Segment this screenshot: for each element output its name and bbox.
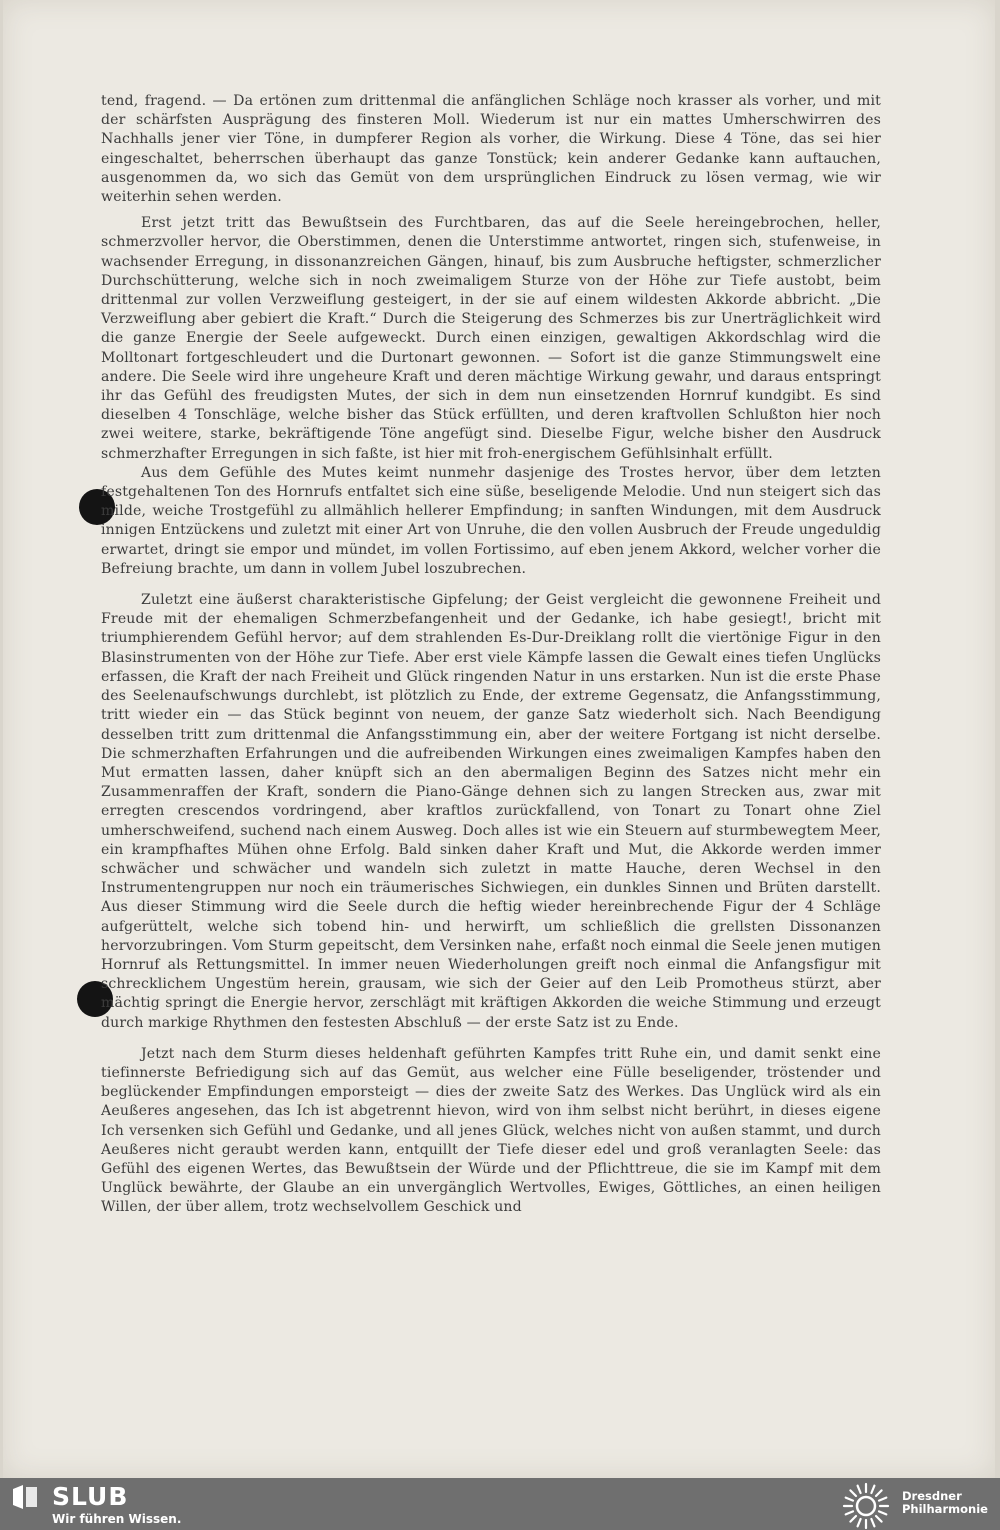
partner-name-line1: Dresdner [902,1489,962,1503]
library-name: SLUB [52,1482,129,1511]
paragraph-3: Aus dem Gefühle des Mutes keimt nunmehr dasjenige des Trostes hervor, über dem letzten festgehaltenen Ton des Hornrufs entfaltet sich eine süße, beseligende Melodie. Und nun steigert sich das milde, weiche Trostgefühl zu allmählich hellerer Empfindung; in sanften Windungen, mit dem Ausdruck innigen Entzückens und zuletzt mit einer Art von Unruhe, die den vollen Ausbruch der Freude ungeduldig erwartet, dringt sie empor und mündet, im vollen Fortissimo, auf eben jenem Akkord, welcher vorher die Befreiung brachte, um dann in vollem Jubel loszubrechen. [101,464,881,577]
footer-bar [0,1478,1000,1530]
partner-name [902,1490,988,1516]
paragraph-2: Erst jetzt tritt das Bewußtsein des Furchtbaren, das auf die Seele hereingebrochen, heller, schmerzvoller hervor, die Oberstimmen, denen die Unterstimme antwortet, ringen sich, stufenweise, in wachsender Erregung, in dissonanzreichen Gängen, hinauf, bis zum Ausbruche heftigster, schmerzlicher Durchschütterung, welche sich in noch zweimaligem Sturze von der Höhe zur Tiefe austobt, beim drittenmal zur vollen Verzweiflung gesteigert, in der sie auf einem wildesten Akkorde abbricht. „Die Verzweiflung aber gebiert die Kraft.“ Durch die Steigerung des Schmerzes bis zur Unerträglichkeit wird die ganze Energie der Seele aufgeweckt. Durch einen einzigen, gewaltigen Akkordschlag wird die Molltonart fortgeschleudert und die Durtonart gewonnen. — Sofort ist die ganze Stimmungswelt eine andere. Die Seele wird ihre ungeheure Kraft und deren mächtige Wirkung gewahr, und daraus entspringt ihr das Gefühl des freudigsten Mutes, der sich in dem nun einsetzenden Hornruf kundgibt. Es sind dieselben 4 Tonschläge, welche bisher das Stück erfüllten, und deren kraftvollen Schlußton hier noch zwei weitere, starke, bekräftigende Töne angefügt sind. Dieselbe Figur, welche bisher den Ausdruck schmerzhafter Erregungen in sich faßte, ist hier mit froh-energischem Gefühlsinhalt erfüllt. [101,215,881,462]
philharmonie-logo-icon [842,1482,890,1530]
partner-name-line2: Philharmonie [902,1502,988,1516]
scanned-page [3,0,995,1478]
library-tagline: Wir führen Wissen. [52,1512,182,1526]
paragraph-5: Jetzt nach dem Sturm dieses heldenhaft geführten Kampfes tritt Ruhe ein, und damit senkt eine tiefinnerste Befriedigung sich auf das Gemüt, aus welcher eine Fülle beseligender, tröstender und beglückender Empfindungen emporsteigt — dies der zweite Satz des Werkes. Das Unglück wird als ein Aeußeres angesehen, das Ich ist abgetrennt hievon, wird von ihm selbst nicht berührt, in dieses eigene Ich versenken sich Gefühl und Gedanke, und all jenes Glück, welches nicht von außen stammt, und durch Aeußeres nicht geraubt werden kann, entquillt der Tiefe dieser edel und groß veranlagten Seele: das Gefühl des eigenen Wertes, das Bewußtsein der Würde und der Pflichttreue, die sie im Kampf mit dem Unglück bewährte, der Glaube an ein unvergänglich Wertvolles, Ewiges, Göttliches, an einen heiligen Willen, der über allem, trotz wechselvollem Geschick und [101,1045,881,1216]
paragraph-1: tend, fragend. — Da ertönen zum drittenmal die anfänglichen Schläge noch krasser als vorher, und mit der schärfsten Ausprägung des finsteren Moll. Wiederum ist nur ein mattes Umherschwirren des Nachhalls jener vier Töne, in dumpferer Region als vorher, die Wirkung. Diese 4 Töne, das sei hier eingeschaltet, beherrschen überhaupt das ganze Tonstück; kein anderer Gedanke kann auftauchen, ausgenommen da, wo sich das Gemüt von dem ursprünglichen Eindruck zu lösen vermag, wie wir weiterhin sehen werden. [101,93,881,206]
body-text [101,92,881,1218]
paragraph-4: Zuletzt eine äußerst charakteristische Gipfelung; der Geist vergleicht die gewonnene Freiheit und Freude mit der ehemaligen Schmerzbefangenheit und der Gedanke, ich habe gesiegt!, bricht mit triumphierendem Gefühl hervor; auf dem strahlenden Es-Dur-Dreiklang rollt die viertönige Figur in den Blasinstrumenten von der Höhe zur Tiefe. Aber erst viele Kämpfe lassen die Gewalt eines tiefen Unglücks erfassen, die Kraft der nach Freiheit und Glück ringenden Natur in uns erstarken. Nun ist die erste Phase des Seelenaufschwungs durchlebt, ist plötzlich zu Ende, der extreme Gegensatz, die Anfangsstimmung, tritt wieder ein — das Stück beginnt von neuem, der ganze Satz wiederholt sich. Nach Beendigung desselben tritt zum drittenmal die Anfangsstimmung ein, aber der weitere Fortgang ist nicht derselbe. Die schmerzhaften Erfahrungen und die aufreibenden Wirkungen eines zweimaligen Kampfes haben den Mut ermatten lassen, daher knüpft sich an den abermaligen Beginn des Satzes nicht mehr ein Zusammenraffen der Kraft, sondern die Piano-Gänge dehnen sich zu langen Strecken aus, zwar mit erregten crescendos vordringend, aber kraftlos zurückfallend, von Tonart zu Tonart ohne Ziel umherschweifend, suchend nach einem Ausweg. Doch alles ist wie ein Steuern auf sturmbewegtem Meer, ein krampfhaftes Mühen ohne Erfolg. Bald sinken daher Kraft und Mut, die Akkorde werden immer schwächer und schwächer und wandeln sich zuletzt in matte Hauche, deren Wechsel in den Instrumentengruppen nur noch ein träumerisches Sichwiegen, ein dunkles Sinnen und Brüten darstellt. Aus dieser Stimmung wird die Seele durch die heftig wieder hereinbrechende Figur der 4 Schläge aufgerüttelt, welche sich tobend hin- und herwirft, um schließlich die grellsten Dissonanzen hervorzubringen. Vom Sturm gepeitscht, dem Versinken nahe, erfaßt noch einmal die Seele jenen mutigen Hornruf als Rettungsmittel. In immer neuen Wiederholungen greift noch einmal die Anfangsfigur mit schrecklichem Ungestüm herein, grausam, wie sich der Geier auf den Leib Promotheus stürzt, aber mächtig springt die Energie hervor, zerschlägt mit kräftigen Akkorden die weiche Stimmung und erzeugt durch markige Rhythmen den festesten Abschluß — der erste Satz ist zu Ende. [101,592,881,1031]
slub-logo-icon [12,1484,38,1510]
